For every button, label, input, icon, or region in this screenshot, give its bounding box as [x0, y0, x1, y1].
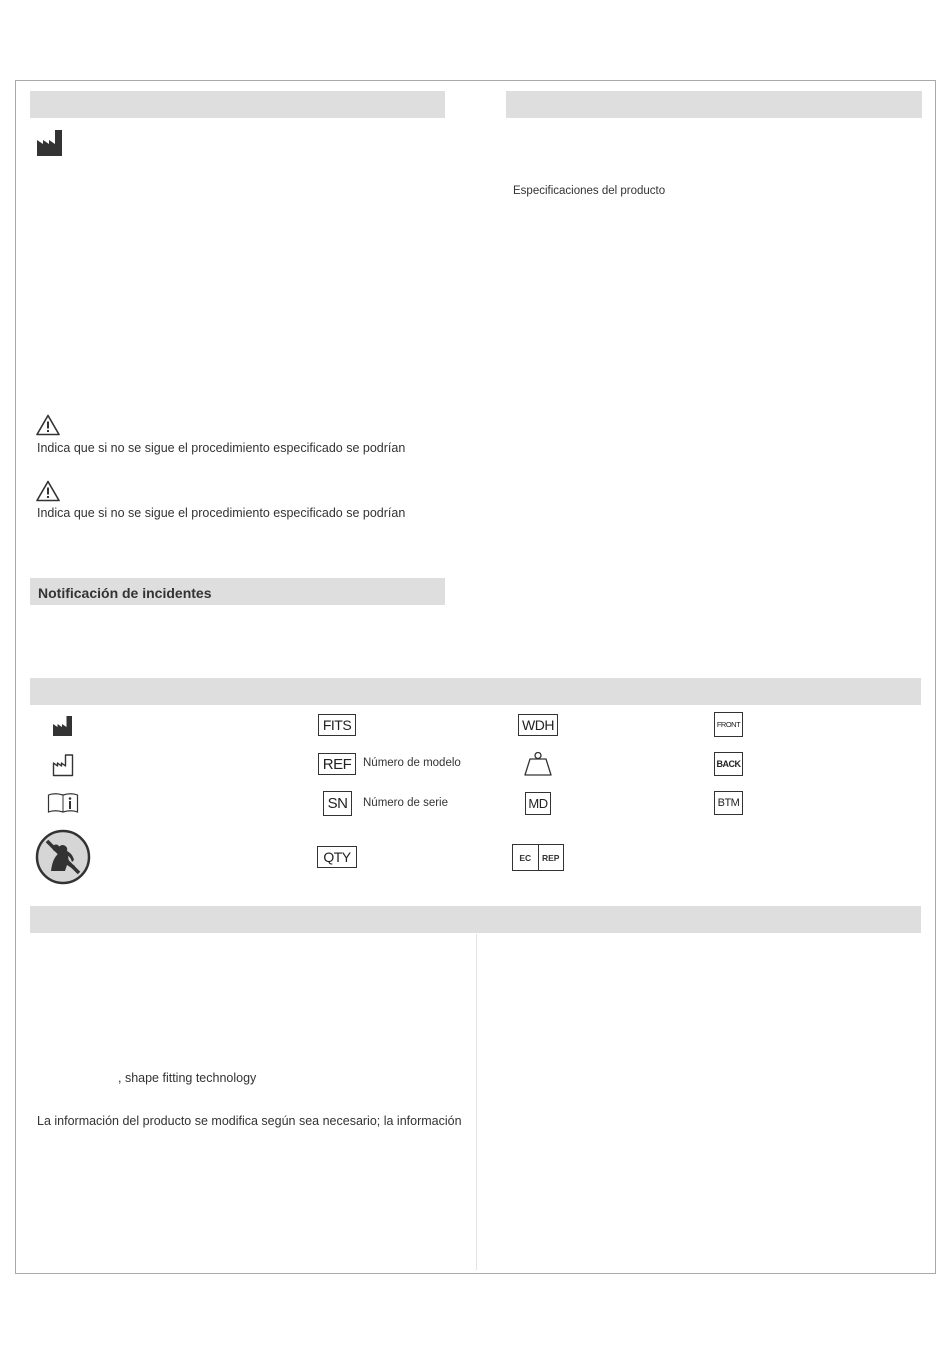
manufacturer-icon [36, 126, 64, 157]
keep-away-from-children-icon [35, 829, 91, 885]
md-symbol: MD [525, 792, 551, 815]
caution-text-2: Indica que si no se sigue el procedimiento especificado se podrían [37, 506, 406, 520]
manufacturer-icon [52, 713, 74, 737]
front-symbol: FRONT [714, 712, 743, 737]
ec-label: EC [513, 845, 539, 870]
right-header-bar [506, 91, 922, 118]
fits-symbol: FITS [318, 714, 356, 736]
sn-symbol: SN [323, 791, 352, 816]
wdh-symbol: WDH [518, 714, 558, 736]
shape-fitting-text: , shape fitting technology [118, 1071, 257, 1085]
warning-icon [36, 480, 60, 502]
rep-label: REP [542, 852, 560, 863]
product-info-text: La información del producto se modifica según sea necesario; la información [37, 1114, 462, 1128]
incident-header-bar [30, 578, 445, 605]
incident-title: Notificación de incidentes [38, 585, 212, 601]
instructions-for-use-icon [47, 792, 79, 814]
left-header-bar [30, 91, 445, 118]
column-divider [476, 934, 477, 1270]
symbols-header-bar [30, 678, 921, 705]
weight-icon [523, 751, 553, 777]
ref-label: Número de modelo [363, 757, 461, 769]
ec-rep-symbol [512, 844, 564, 871]
sn-label: Número de serie [363, 797, 449, 809]
qty-symbol: QTY [317, 846, 357, 868]
btm-symbol: BTM [714, 791, 743, 815]
date-of-manufacture-icon [52, 753, 74, 777]
warning-icon [36, 414, 60, 436]
ref-symbol: REF [318, 753, 356, 775]
product-spec-text: Especificaciones del producto [513, 185, 666, 197]
back-symbol: BACK [714, 752, 743, 776]
bottom-header-bar [30, 906, 921, 933]
caution-text-1: Indica que si no se sigue el procedimiento especificado se podrían [37, 441, 406, 455]
